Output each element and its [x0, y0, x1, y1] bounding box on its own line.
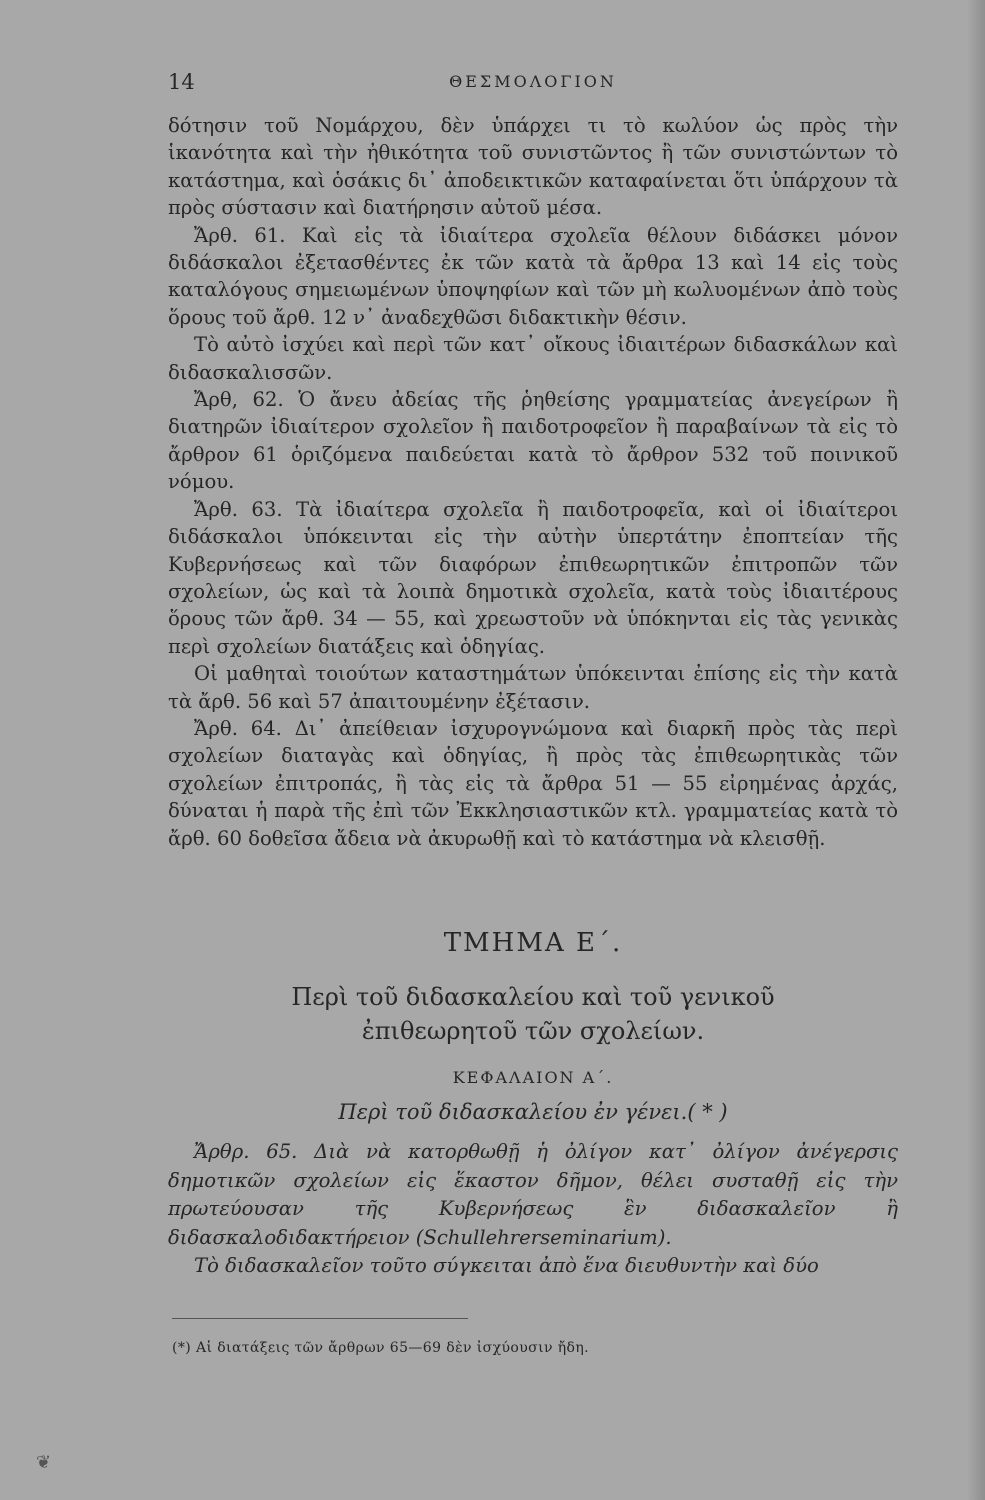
paragraph-article-61: Ἄρθ. 61. Καὶ εἰς τὰ ἰδιαίτερα σχολεῖα θέλουν διδάσκει μόνον διδάσκαλοι ἐξετασθέντες ἐκ τῶν κατὰ τὰ ἄρθρα 13 καὶ 14 εἰς τοὺς καταλόγους σημειωμένων ὑποψηφίων καὶ τῶν μὴ κωλυομένων ἀπὸ τοὺς ὅρους τοῦ ἄρθ. 12 ν᾽ ἀναδεχθῶσι διδακτικὴν θέσιν. — [168, 223, 898, 329]
body-text — [168, 112, 898, 852]
footnote: (*) Αἱ διατάξεις τῶν ἄρθρων 65—69 δὲν ἰσχύουσιν ἤδη. — [172, 1340, 590, 1356]
running-head: ΘΕΣΜΟΛΟΓΙΟΝ — [449, 72, 617, 91]
chapter-title: ΚΕΦΑΛΑΙΟΝ Α΄. — [452, 1068, 614, 1087]
paragraph: Οἱ μαθηταὶ τοιούτων καταστημάτων ὑπόκεινται ἐπίσης εἰς τὴν κατὰ τὰ ἄρθ. 56 καὶ 57 ἀπαιτουμένην ἐξέτασιν. — [168, 662, 898, 713]
page-number: 14 — [168, 70, 195, 94]
ornament-icon: ❦ — [36, 1452, 52, 1473]
paragraph-article-65: Ἄρθρ. 65. Διὰ νὰ κατορθωθῇ ἡ ὀλίγον κατ᾽ ὀλίγον ἀνέγερσις δημοτικῶν σχολείων εἰς ἕκαστον δῆμον, θέλει συσταθῇ εἰς τὴν πρωτεύουσαν τῆς Κυβερνήσεως ἓν διδασκαλεῖον ἢ διδασκαλοδιδακτήρειον (Schullehrerseminarium). — [168, 1140, 898, 1249]
paragraph-article-63: Ἄρθ. 63. Τὰ ἰδιαίτερα σχολεῖα ἢ παιδοτροφεῖα, καὶ οἱ ἰδιαίτεροι διδάσκαλοι ὑπόκεινται εἰς τὴν αὐτὴν ὑπερτάτην ἐποπτείαν τῆς Κυβερνήσεως καὶ τῶν διαφόρων ἐπιθεωρητικῶν ἐπιτροπῶν τῶν σχολείων, ὡς καὶ τὰ λοιπὰ δημοτικὰ σχολεῖα, κατὰ τοὺς ἰδιαιτέρους ὅρους τῶν ἄρθ. 34 — 55, καὶ χρεωστοῦν νὰ ὑπόκηνται εἰς τὰς γενικὰς περὶ σχολείων διατάξεις καὶ ὁδηγίας. — [168, 497, 898, 658]
page-edge-shadow — [967, 0, 985, 1500]
section-subtitle: Περὶ τοῦ διδασκαλείου καὶ τοῦ γενικοῦ ἐπιθεωρητοῦ τῶν σχολείων. — [291, 983, 775, 1045]
paragraph: Τὸ διδασκαλεῖον τοῦτο σύγκειται ἀπὸ ἕνα διευθυντὴν καὶ δύο — [194, 1254, 819, 1278]
paragraph: δότησιν τοῦ Νομάρχου, δὲν ὑπάρχει τι τὸ κωλύον ὡς πρὸς τὴν ἱκανότητα καὶ τὴν ἠθικότητα τοῦ συνιστῶντος ἢ τῶν συνιστώντων τὸ κατάστημα, καὶ ὁσάκις δι᾽ ἀποδεικτικῶν καταφαίνεται ὅτι ὑπάρχουν τὰ πρὸς σύστασιν καὶ διατήρησιν αὐτοῦ μέσα. — [168, 114, 898, 220]
paragraph: Τὸ αὐτὸ ἰσχύει καὶ περὶ τῶν κατ᾽ οἴκους ἰδιαιτέρων διδασκάλων καὶ διδασκαλισσῶν. — [168, 333, 898, 384]
footnote-divider — [172, 1318, 468, 1319]
paragraph-article-62: Ἄρθ, 62. Ὁ ἄνευ ἀδείας τῆς ῥηθείσης γραμματείας ἀνεγείρων ἢ διατηρῶν ἰδιαίτερον σχολεῖον ἢ παιδοτροφεῖον ἢ παραβαίνων τὰ εἰς τὸ ἄρθρον 61 ὁριζόμενα παιδεύεται κατὰ τὸ ἄρθρον 532 τοῦ ποινικοῦ νόμου. — [168, 388, 898, 494]
section-title: ΤΜΗΜΑ Ε΄. — [443, 928, 623, 958]
chapter-subtitle: Περὶ τοῦ διδασκαλείου ἐν γένει.( * ) — [338, 1100, 728, 1124]
paragraph-article-64: Ἄρθ. 64. Δι᾽ ἀπείθειαν ἰσχυρογνώμονα καὶ διαρκῆ πρὸς τὰς περὶ σχολείων διαταγὰς καὶ ὁδηγίας, ἢ πρὸς τὰς ἐπιθεωρητικὰς τῶν σχολείων ἐπιτροπάς, ἢ τὰς εἰς τὰ ἄρθρα 51 — 55 εἰρημένας ἀρχάς, δύναται ἡ παρὰ τῆς ἐπὶ τῶν Ἐκκλησιαστικῶν κτλ. γραμματείας κατὰ τὸ ἄρθ. 60 δοθεῖσα ἄδεια νὰ ἀκυρωθῇ καὶ τὸ κατάστημα νὰ κλεισθῇ. — [168, 716, 898, 850]
chapter-body-text — [168, 1138, 898, 1281]
page-header — [168, 70, 898, 104]
